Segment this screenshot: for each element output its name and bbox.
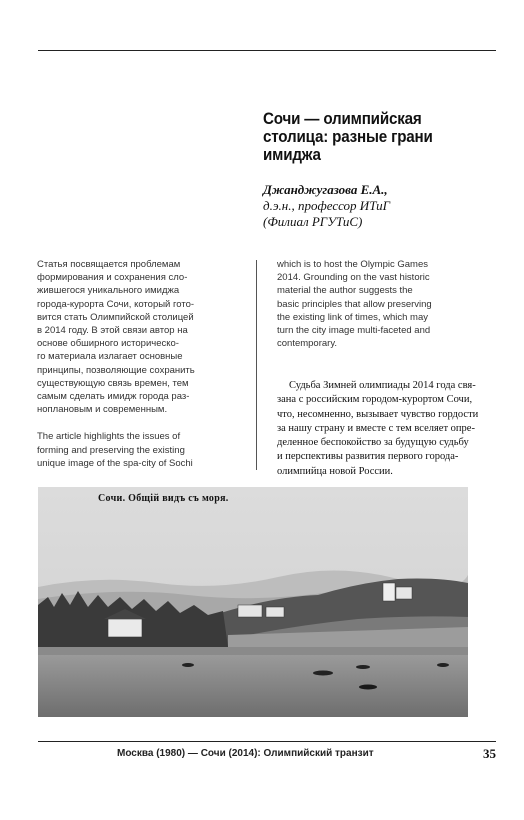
author-block (263, 182, 503, 230)
abstract-line: существующую связь времен, тем (37, 377, 189, 389)
abstract-line: which is to host the Olympic Games (277, 259, 428, 270)
abstract-line: принципы, позволяющие сохранить (37, 364, 195, 376)
author-name: Джанджугазова Е.А., (263, 182, 388, 197)
body-line: и перспективы развития первого города- (277, 451, 459, 463)
abstract-line: forming and preserving the existing (37, 444, 185, 456)
body-line: за нашу страну и вместе с тем вселяет опре- (277, 422, 475, 434)
historic-photo (38, 487, 468, 717)
body-line: деленное беспокойство за будущую судьбу (277, 437, 469, 449)
column-divider (256, 260, 257, 470)
running-title: Москва (1980) — Сочи (2014): Олимпийский транзит (117, 748, 374, 759)
footer-rule (38, 741, 496, 742)
body-line: олимпийца новой России. (277, 465, 393, 477)
abstract-line: contemporary. (277, 338, 338, 350)
author-position: д.э.н., профессор ИТиГ (263, 198, 391, 213)
title-line: Сочи — олимпийская (263, 110, 422, 128)
title-line: имиджа (263, 146, 321, 164)
abstract-en-left (37, 430, 247, 470)
body-line: зана с российским городом-курортом Сочи, (277, 394, 473, 406)
abstract-line: unique image of the spa-city of Sochi (37, 457, 193, 469)
header-rule (38, 50, 496, 51)
abstract-line: вится стать Олимпийской столицей (37, 311, 194, 323)
abstract-line: основе обширного историческо- (37, 338, 179, 350)
abstract-line: самым сделать имидж города раз- (37, 391, 190, 403)
abstract-right-column (277, 258, 487, 350)
page-number: 35 (483, 746, 496, 761)
abstract-line: в 2014 году. В этой связи автор на (37, 325, 188, 337)
photo-caption: Сочи. Общій видъ съ моря. (98, 493, 229, 504)
abstract-line: 2014. Grounding on the vast historic (277, 272, 430, 284)
abstract-line: жившегося уникального имиджа (37, 285, 180, 297)
abstract-line: ноплановым и современным. (37, 404, 168, 416)
author-affiliation: (Филиал РГУТиС) (263, 214, 363, 229)
abstract-line: формирования и сохранения сло- (37, 272, 188, 284)
abstract-line: The article highlights the issues of (37, 431, 181, 443)
abstract-line: turn the city image multi-faceted and (277, 325, 431, 337)
abstract-line: basic principles that allow preserving (277, 298, 432, 310)
body-paragraph (277, 379, 502, 479)
abstract-line: the existing link of times, which may (277, 311, 429, 323)
body-line: Судьба Зимней олимпиады 2014 года свя- (289, 380, 476, 391)
article-title (263, 110, 484, 164)
abstract-line: города-курорта Сочи, который гото- (37, 298, 195, 310)
abstract-line: Статья посвящается проблемам (37, 259, 181, 270)
abstract-line: го материала излагает основные (37, 351, 183, 363)
title-line: столица: разные грани (263, 128, 433, 146)
abstract-ru (37, 258, 247, 416)
abstract-left-column (37, 258, 247, 470)
body-line: что, несомненно, вызывает чувство гордости (277, 408, 479, 420)
photo-illustration (38, 487, 468, 717)
abstract-line: material the author suggests the (277, 285, 413, 297)
